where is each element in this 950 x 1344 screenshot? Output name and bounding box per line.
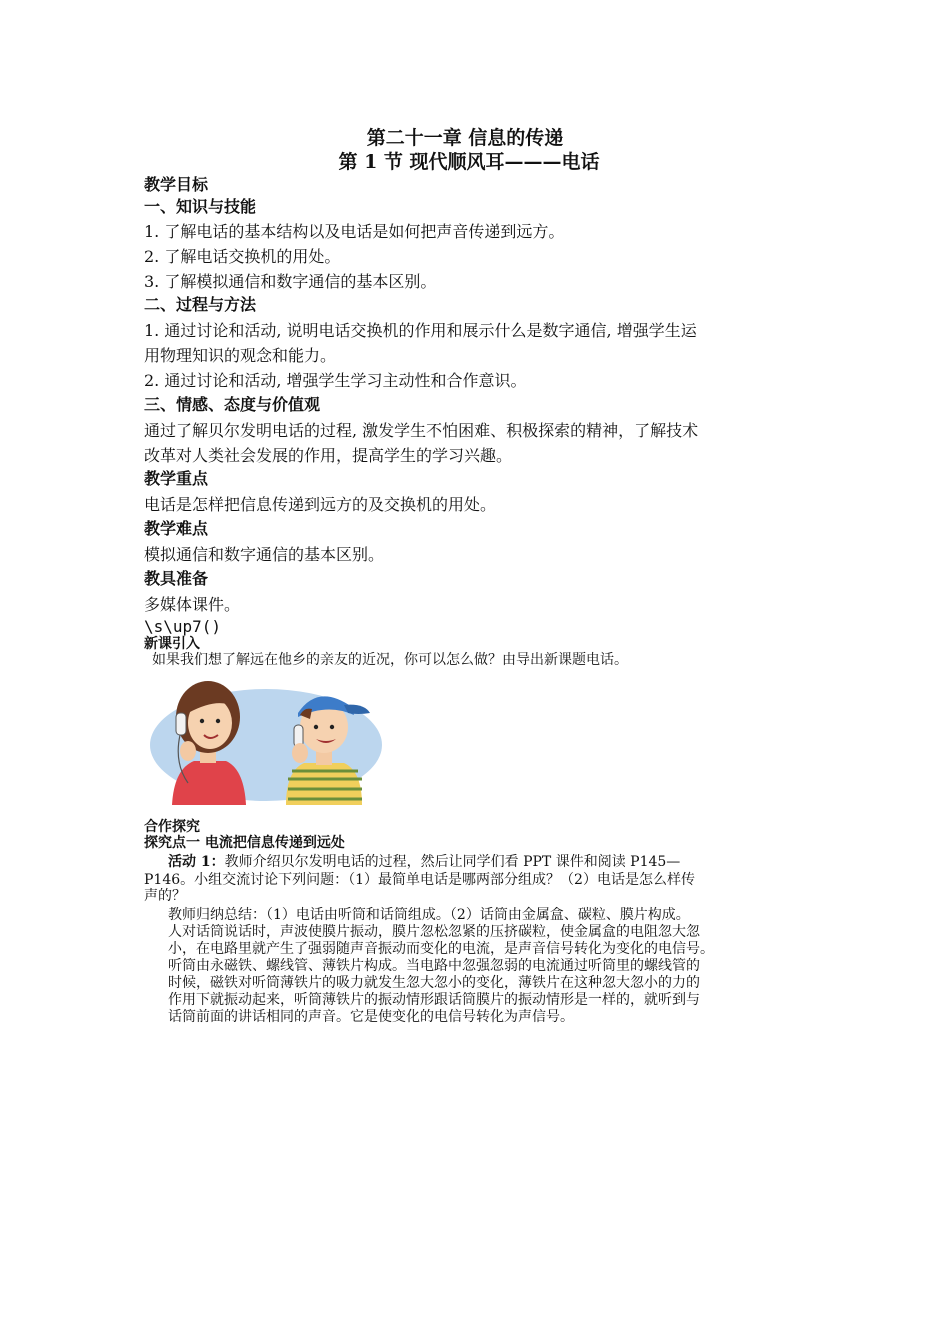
chapter-title: 第二十一章 信息的传递: [366, 127, 564, 149]
summary-line-5: 时候，磁铁对听筒薄铁片的吸力就发生忽大忽小的变化，薄铁片在这种忽大忽小的力的: [168, 975, 700, 991]
emotion-line-1: 通过了解贝尔发明电话的过程, 激发学生不怕困难、积极探索的精神，了解技术: [144, 421, 699, 440]
tools-text: 多媒体课件。: [144, 595, 241, 614]
goals-heading: 教学目标: [144, 175, 209, 194]
phone-call-illustration: [148, 673, 384, 808]
section-title: 第 1 节 现代顺风耳———电话: [338, 151, 600, 173]
activity-line-3: 声的？: [144, 888, 186, 904]
emotion-line-2: 改革对人类社会发展的作用，提高学生的学习兴趣。: [144, 446, 513, 465]
explore-point-heading: 探究点一 电流把信息传递到远处: [144, 835, 345, 851]
intro-text: 如果我们想了解远在他乡的亲友的近况，你可以怎么做？由导出新课题电话。: [152, 652, 628, 668]
activity-line-1: [168, 852, 828, 872]
activity-line-1-text: 教师介绍贝尔发明电话的过程，然后让同学们看 PPT 课件和阅读 P145—: [224, 854, 681, 870]
activity-line-2: P146。小组交流讨论下列问题：（1）最简单电话是哪两部分组成？（2）电话是怎么样传: [144, 872, 695, 888]
focus-heading: 教学重点: [144, 469, 209, 488]
activity-label: 活动 1：: [168, 854, 225, 870]
summary-line-3: 小，在电路里就产生了强弱随声音振动而变化的电流，是声音信号转化为变化的电信号。: [168, 941, 714, 957]
summary-line-6: 作用下就振动起来，听筒薄铁片的振动情形跟话筒膜片的振动情形是一样的，就听到与: [168, 992, 700, 1008]
knowledge-item-3: 3. 了解模拟通信和数字通信的基本区别。: [144, 272, 437, 291]
difficulty-text: 模拟通信和数字通信的基本区别。: [144, 545, 385, 564]
emotion-heading: 三、情感、态度与价值观: [144, 395, 321, 414]
process-item-1-line-2: 用物理知识的观念和能力。: [144, 346, 337, 365]
process-heading: 二、过程与方法: [144, 295, 257, 314]
summary-line-1: 教师归纳总结：（1）电话由听筒和话筒组成。（2）话筒由金属盒、碳粒、膜片构成。: [168, 907, 690, 923]
intro-heading: 新课引入: [144, 636, 200, 652]
knowledge-item-2: 2. 了解电话交换机的用处。: [144, 247, 341, 266]
focus-text: 电话是怎样把信息传递到远方的及交换机的用处。: [144, 495, 497, 514]
summary-line-7: 话筒前面的讲话相同的声音。它是使变化的电信号转化为声信号。: [168, 1009, 574, 1025]
field-code: \s\up7(): [144, 617, 222, 636]
knowledge-heading: 一、知识与技能: [144, 197, 257, 216]
knowledge-item-1: 1. 了解电话的基本结构以及电话是如何把声音传递到远方。: [144, 222, 565, 241]
summary-line-4: 听筒由永磁铁、螺线管、薄铁片构成。当电路中忽强忽弱的电流通过听筒里的螺线管的: [168, 958, 700, 974]
process-item-1-line-1: 1. 通过讨论和活动, 说明电话交换机的作用和展示什么是数字通信, 增强学生运: [144, 321, 697, 340]
tools-heading: 教具准备: [144, 569, 209, 588]
process-item-2: 2. 通过讨论和活动, 增强学生学习主动性和合作意识。: [144, 371, 527, 390]
difficulty-heading: 教学难点: [144, 519, 209, 538]
summary-line-2: 人对话筒说话时，声波使膜片振动，膜片忽松忽紧的压挤碳粒，使金属盒的电阻忽大忽: [168, 924, 700, 940]
explore-heading: 合作探究: [144, 819, 200, 835]
